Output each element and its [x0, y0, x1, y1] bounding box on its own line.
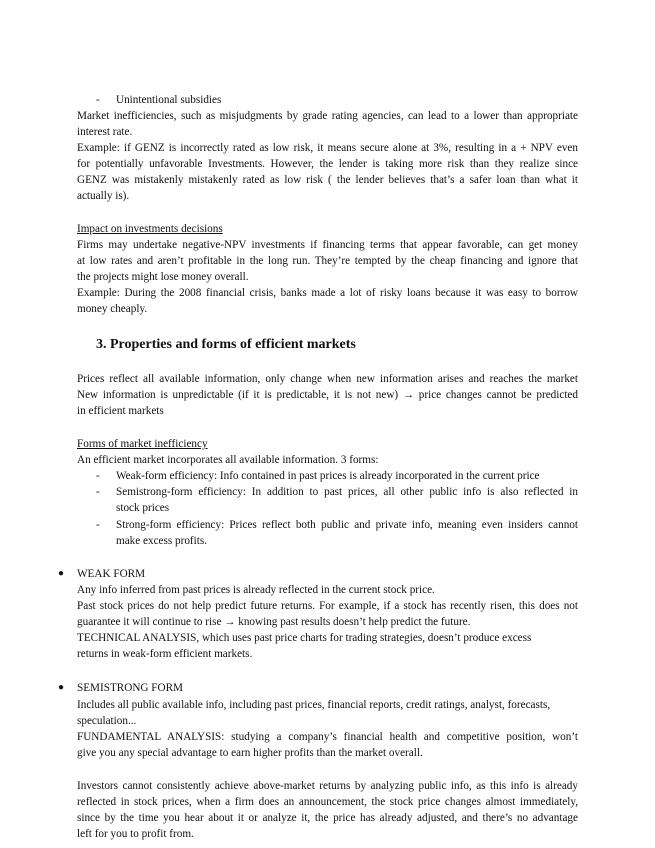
paragraph-line: GENZ was mistakenly mistakenly rated as low risk ( the lender believes that’s a safer loan than what it	[77, 174, 578, 186]
list-dash: -	[96, 486, 100, 498]
bullet-icon: ●	[58, 568, 65, 579]
paragraph-line: money cheaply.	[77, 303, 148, 315]
paragraph-line: Investors cannot consistently achieve above-market returns by analyzing public info, as this info is already	[77, 780, 578, 792]
heading-weak-form: WEAK FORM	[77, 568, 146, 580]
paragraph-line: Market inefficiencies, such as misjudgments by grade rating agencies, can lead to a lower than appropriate	[77, 110, 578, 122]
paragraph-line: returns in weak-form efficient markets.	[77, 648, 253, 660]
paragraph-line: give you any special advantage to earn higher profits than the market overall.	[77, 747, 423, 759]
paragraph-line: Includes all public available info, including past prices, financial reports, credit ratings, analyst, forecasts,	[77, 699, 551, 711]
paragraph-line: New information is unpredictable (if it is predictable, it is not new) → price changes cannot be predicted	[77, 389, 578, 401]
paragraph-line: the projects might lose money overall.	[77, 271, 249, 283]
list-dash: -	[96, 519, 100, 531]
paragraph-line: speculation...	[77, 715, 137, 727]
list-item-continuation: stock prices	[116, 502, 170, 514]
paragraph-line: Any info inferred from past prices is already reflected in the current stock price.	[77, 584, 435, 596]
paragraph-line: guarantee it will continue to rise → knowing past results doesn’t help predict the future.	[77, 616, 471, 628]
paragraph-line: since by the time you hear about it or analyze it, the price has already adjusted, and there’s no advantage	[77, 812, 578, 824]
paragraph-line: Past stock prices do not help predict future returns. For example, if a stock has recently risen, this does not	[77, 600, 578, 612]
section-heading: 3. Properties and forms of efficient markets	[96, 337, 356, 352]
paragraph-line: reflected in stock prices, when a firm does an announcement, the stock price changes almost immediately,	[77, 796, 578, 808]
paragraph-line: TECHNICAL ANALYSIS, which uses past price charts for trading strategies, doesn’t produce excess	[77, 632, 532, 644]
paragraph-line: for potentially unfavorable Investments. However, the lender is taking more risk than they realize since	[77, 158, 578, 170]
paragraph-line: Firms may undertake negative-NPV investments if financing terms that appear favorable, can get money	[77, 239, 578, 251]
paragraph-line: Example: During the 2008 financial crisis, banks made a lot of risky loans because it was easy to borrow	[77, 287, 578, 299]
bullet-icon: ●	[58, 682, 65, 693]
paragraph-line: actually is).	[77, 190, 130, 202]
list-item-strong-form: Strong-form efficiency: Prices reflect both public and private info, meaning even insiders cannot	[116, 519, 578, 531]
list-item-unintentional-subsidies: Unintentional subsidies	[116, 94, 222, 106]
list-item-weak-form: Weak-form efficiency: Info contained in past prices is already incorporated in the current price	[116, 470, 540, 482]
list-dash: -	[96, 470, 100, 482]
subheading-forms: Forms of market inefficiency	[77, 438, 208, 450]
list-item-continuation: make excess profits.	[116, 535, 208, 547]
paragraph-line: at low rates and aren’t profitable in the long run. They’re tempted by the cheap financing and ignore that	[77, 255, 578, 267]
paragraph-line: in efficient markets	[77, 405, 164, 417]
paragraph-line: left for you to profit from.	[77, 828, 194, 840]
list-item-semistrong-form: Semistrong-form efficiency: In addition to past prices, all other public info is also reflected in	[116, 486, 578, 498]
paragraph-line: Example: if GENZ is incorrectly rated as low risk, it means secure alone at 3%, resulting in a + NPV even	[77, 142, 578, 154]
paragraph-line: interest rate.	[77, 126, 133, 138]
subheading-impact: Impact on investments decisions	[77, 223, 223, 235]
paragraph-line: Prices reflect all available information, only change when new information arises and reaches the market	[77, 373, 578, 385]
paragraph-line: An efficient market incorporates all available information. 3 forms:	[77, 454, 379, 466]
heading-semistrong-form: SEMISTRONG FORM	[77, 682, 183, 694]
list-dash: -	[96, 94, 100, 106]
paragraph-line: FUNDAMENTAL ANALYSIS: studying a company’s financial health and competitive position, won’t	[77, 731, 578, 743]
